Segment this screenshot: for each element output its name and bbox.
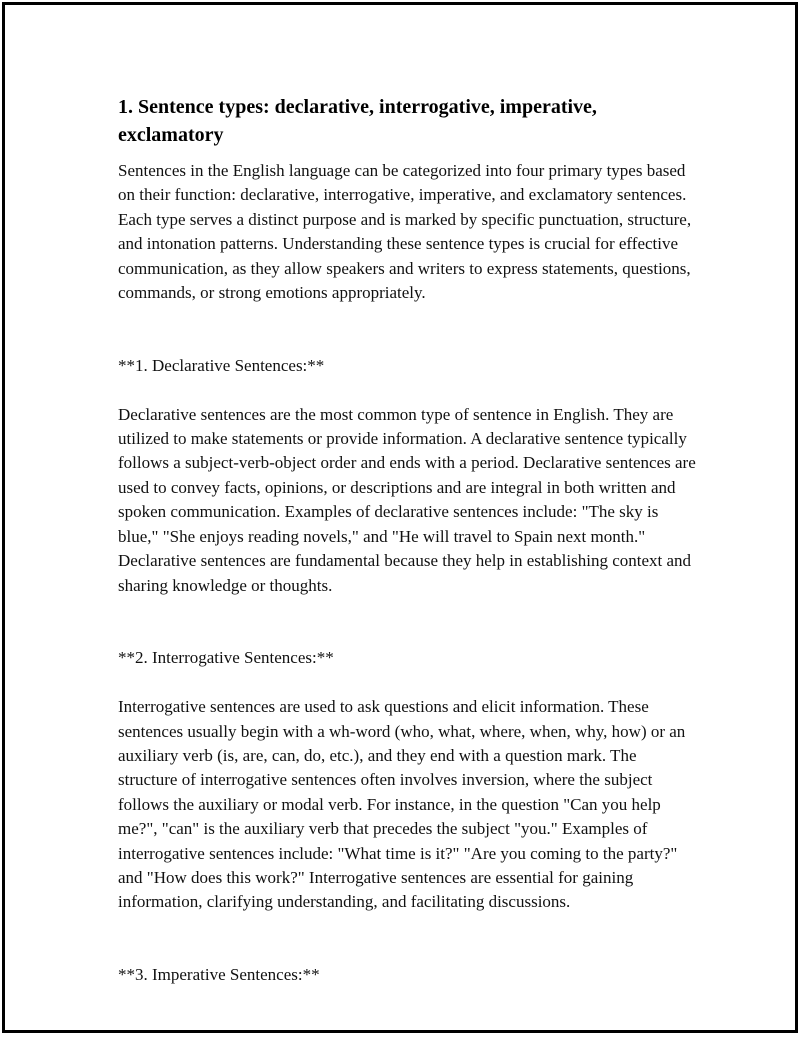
section-interrogative <box>118 622 698 915</box>
intro-paragraph: Sentences in the English language can be categorized into four primary types based on their function: declarative, interrogative, imperative, and exclamatory sentences. Each type serves a distinct purpose and is marked by specific punctuation, structure, and intonation patterns. Understanding these sentence types is crucial for effective communication, as they allow speakers and writers to express statements, questions, commands, or strong emotions appropriately. <box>118 161 692 303</box>
document-content <box>118 93 698 1060</box>
section-heading: **3. Imperative Sentences:** <box>118 965 320 985</box>
section-heading: **2. Interrogative Sentences:** <box>118 648 334 668</box>
section-declarative <box>118 329 698 597</box>
document-title: 1. Sentence types: declarative, interrogative, imperative, exclamatory <box>118 96 597 146</box>
section-heading: **1. Declarative Sentences:** <box>118 355 325 375</box>
section-imperative <box>118 939 698 1037</box>
section-body: Interrogative sentences are used to ask questions and elicit information. These sentences usually begin with a wh-word (who, what, where, when, why, how) or an auxiliary verb (is, are, can, do, etc.), and they end with a question mark. The structure of interrogative sentences often involves inversion, where the subject follows the auxiliary or modal verb. For instance, in the question "Can you help me?", "can" is the auxiliary verb that precedes the subject "you." Examples of interrogative sentences include: "What time is it?" "Are you coming to the party?" and "How does this work?" Interrogative sentences are essential for gaining information, clarifying understanding, and facilitating discussions. <box>118 697 686 912</box>
section-body: Declarative sentences are the most common type of sentence in English. They are utilized to make statements or provide information. A declarative sentence typically follows a subject-verb-object order and ends with a period. Declarative sentences are used to convey facts, opinions, or descriptions and are integral in both written and spoken communication. Examples of declarative sentences include: "The sky is blue," "She enjoys reading novels," and "He will travel to Spain next month." Declarative sentences are fundamental because they help in establishing context and sharing knowledge or thoughts. <box>118 404 696 595</box>
